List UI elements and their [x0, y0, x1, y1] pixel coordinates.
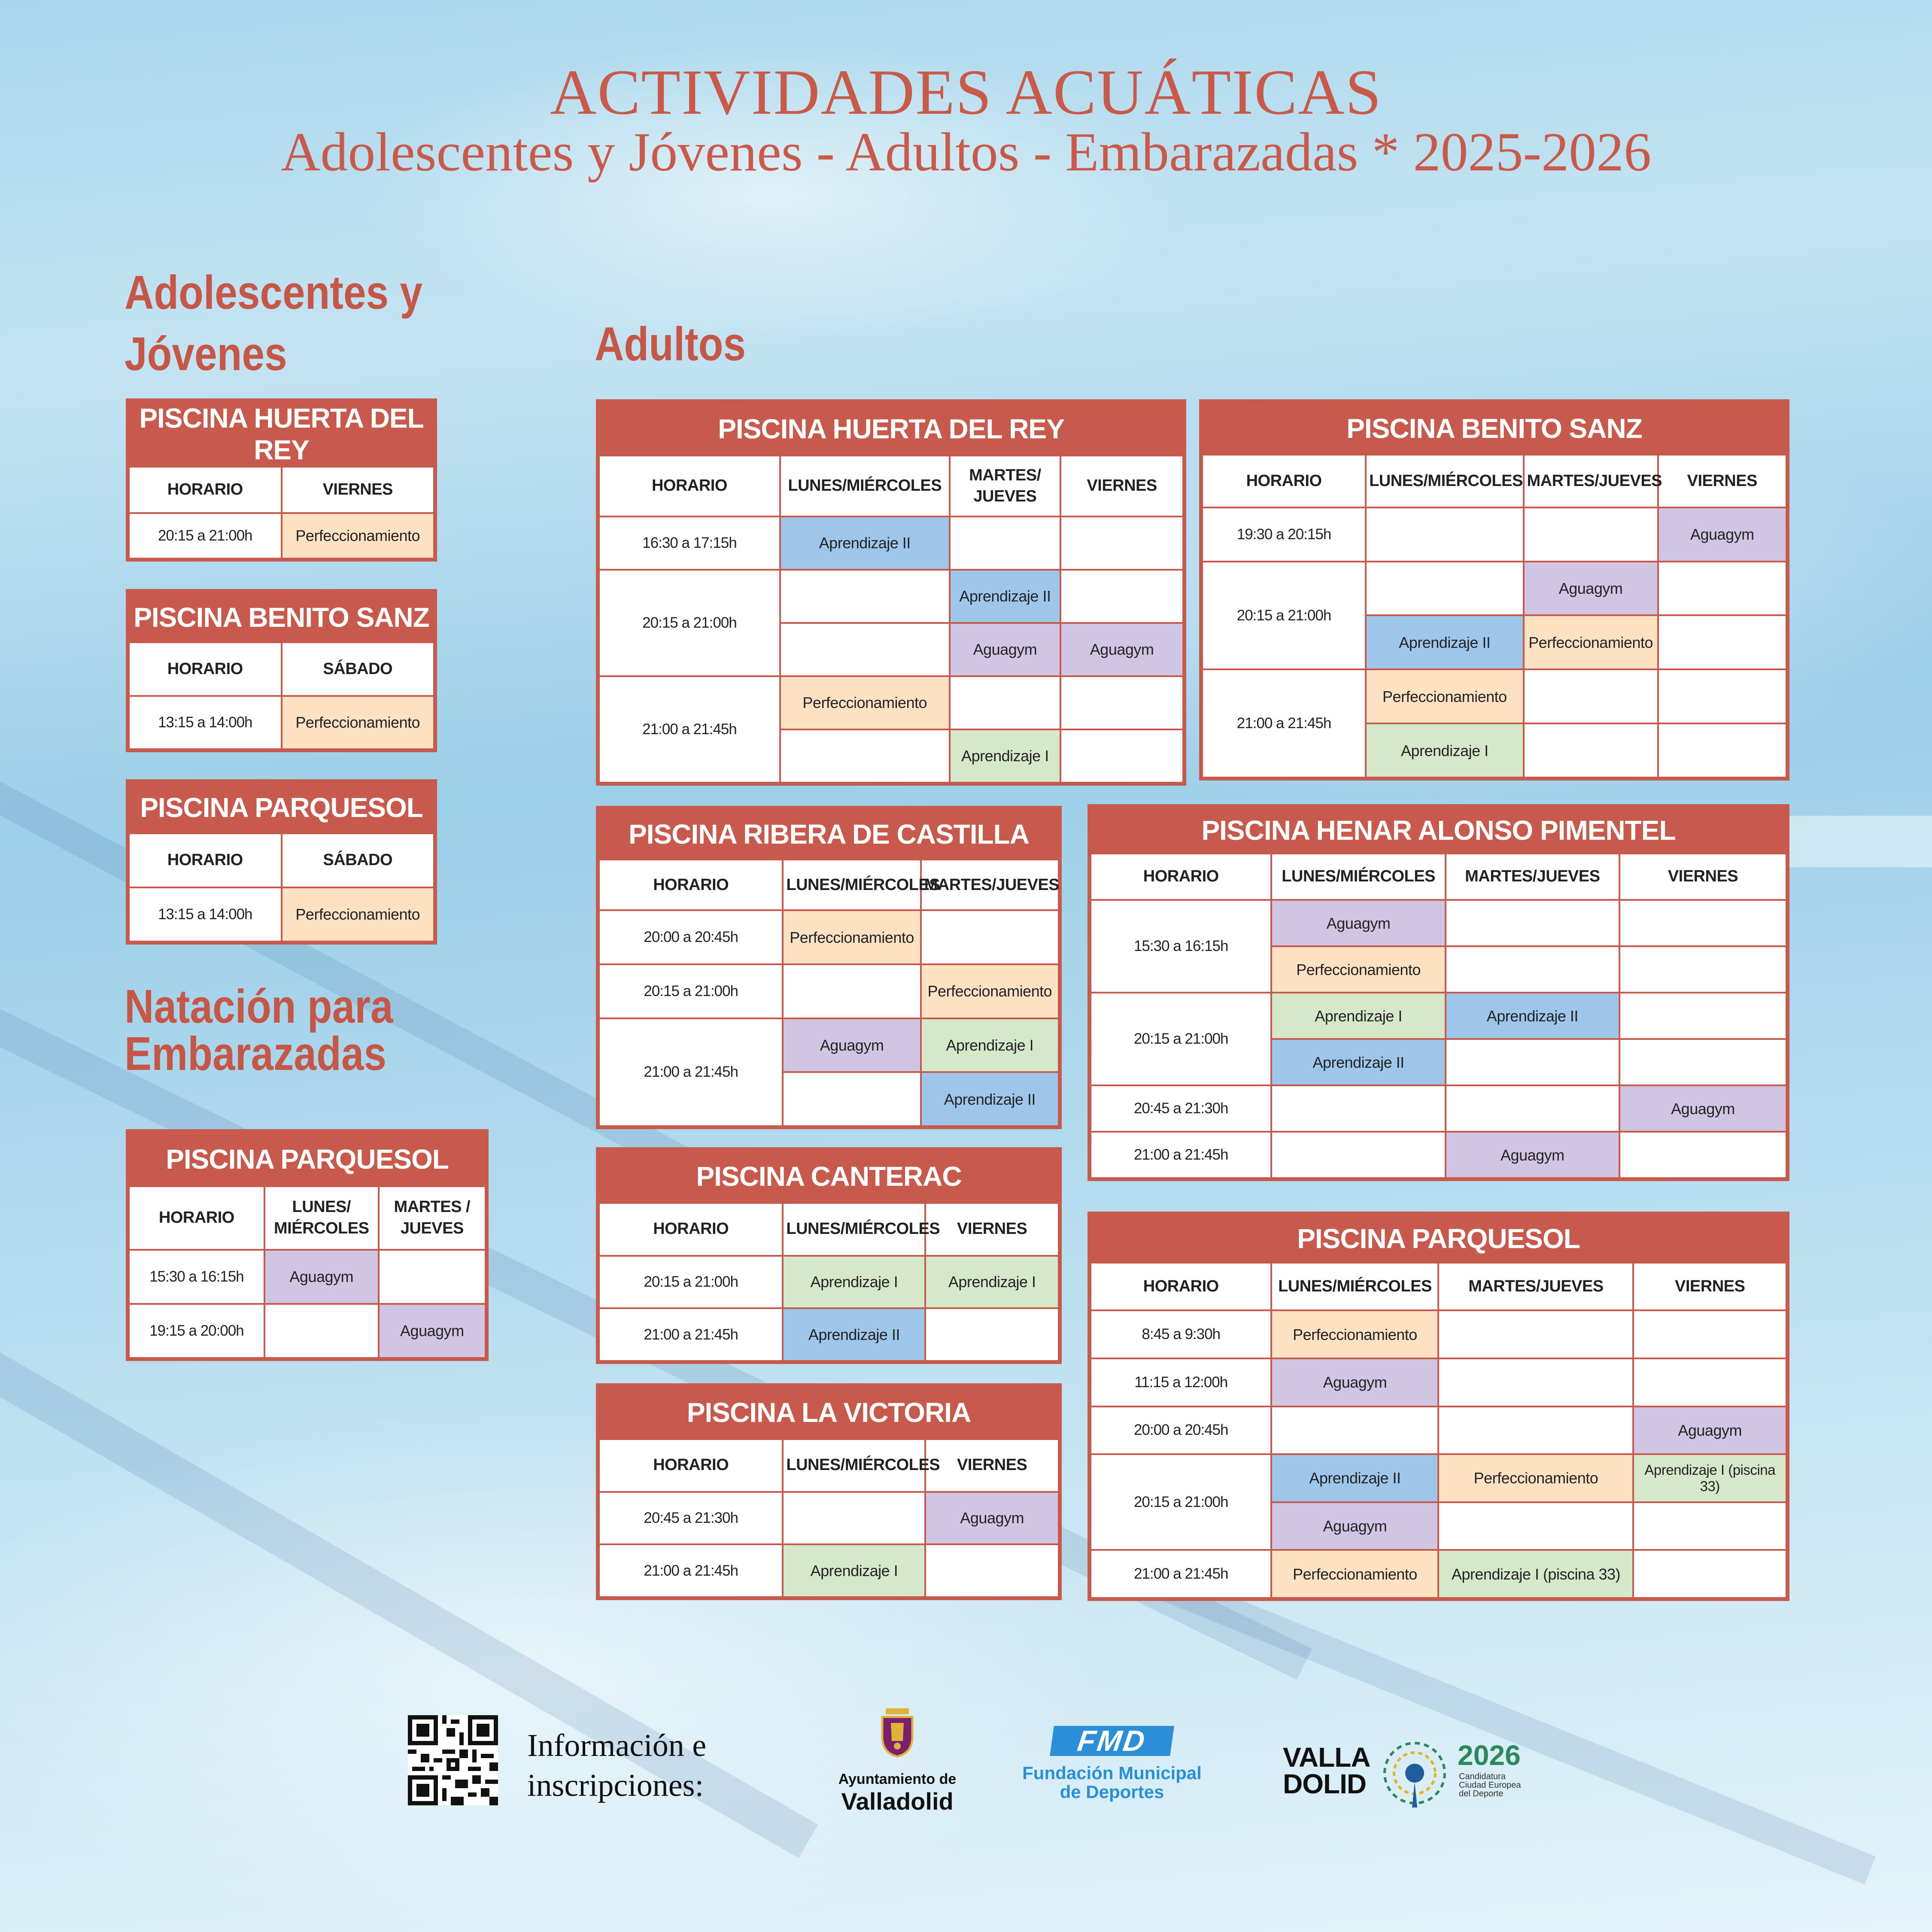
- col-header: MARTES/ JUEVES: [950, 456, 1061, 516]
- class-cell: Aguagym: [1633, 1406, 1786, 1455]
- class-cell: Aguagym: [1446, 1132, 1619, 1178]
- class-cell: Aprendizaje II: [950, 570, 1061, 623]
- peacock-icon: [1376, 1735, 1453, 1812]
- table-title: PISCINA CANTERAC: [599, 1150, 1059, 1203]
- fmd-line1: Fundación Municipal: [1022, 1763, 1202, 1783]
- class-cell: Aprendizaje I: [950, 729, 1061, 783]
- main-subtitle: Adolescentes y Jóvenes - Adultos - Embarazadas * 2025-2026: [280, 122, 1652, 182]
- schedule-jov-benito: [126, 589, 437, 752]
- table-title: PISCINA HUERTA DEL REY: [129, 401, 434, 467]
- class-cell: Aprendizaje II: [783, 1308, 925, 1361]
- class-cell: Perfeccionamiento: [1524, 615, 1658, 669]
- col-header: LUNES/MIÉRCOLES: [783, 1439, 925, 1492]
- class-cell: [1524, 669, 1658, 723]
- schedule-ad-ribera: [596, 806, 1062, 1129]
- class-cell: Aguagym: [379, 1304, 486, 1358]
- col-header: SÁBADO: [282, 642, 434, 696]
- class-cell: Aguagym: [1619, 1085, 1786, 1132]
- time-cell: 20:15 a 21:00h: [1091, 1454, 1271, 1550]
- class-cell: Aprendizaje I: [925, 1256, 1059, 1309]
- class-cell: Perfeccionamiento: [1271, 1310, 1438, 1358]
- cand-line3: del Deporte: [1459, 1789, 1504, 1798]
- time-cell: 20:45 a 21:30h: [599, 1492, 783, 1545]
- time-cell: 8:45 a 9:30h: [1091, 1310, 1271, 1358]
- class-cell: [780, 729, 950, 783]
- table-title: PISCINA BENITO SANZ: [129, 592, 434, 642]
- col-header: LUNES/MIÉRCOLES: [780, 456, 950, 516]
- col-header: LUNES/MIÉRCOLES: [1271, 854, 1445, 900]
- table-title: PISCINA PARQUESOL: [129, 1132, 486, 1186]
- class-cell: [925, 1308, 1059, 1361]
- class-cell: Aprendizaje I: [783, 1544, 925, 1597]
- section-adolescentes-line2: Jóvenes: [125, 328, 287, 380]
- class-cell: Aguagym: [1060, 623, 1183, 676]
- valladolid-2026-logo: [1279, 1735, 1546, 1816]
- table-title: PISCINA HUERTA DEL REY: [599, 402, 1183, 456]
- class-cell: Aguagym: [1524, 562, 1658, 616]
- col-header: MARTES/JUEVES: [921, 860, 1059, 910]
- class-cell: Perfeccionamiento: [783, 910, 920, 964]
- time-cell: 20:45 a 21:30h: [1091, 1085, 1271, 1132]
- class-cell: [1438, 1310, 1633, 1358]
- qr-code[interactable]: [408, 1715, 498, 1805]
- class-cell: Aprendizaje I: [1366, 723, 1523, 778]
- ayuntamiento-line1: Ayuntamiento de: [838, 1771, 957, 1787]
- coat-of-arms-icon: [878, 1707, 917, 1758]
- class-cell: [1446, 900, 1619, 946]
- class-cell: [1658, 669, 1786, 723]
- time-cell: 21:00 a 21:45h: [1202, 669, 1366, 778]
- section-embarazadas-line1: Natación para: [125, 980, 393, 1033]
- time-cell: 19:15 a 20:00h: [129, 1304, 264, 1358]
- class-cell: [1619, 946, 1786, 993]
- time-cell: 20:15 a 21:00h: [129, 513, 282, 559]
- class-cell: Perfeccionamiento: [1271, 946, 1445, 993]
- class-cell: [1633, 1550, 1786, 1598]
- schedule-ad-benito: [1199, 399, 1789, 781]
- class-cell: Perfeccionamiento: [921, 964, 1059, 1018]
- col-header: VIERNES: [1658, 455, 1786, 507]
- col-header: LUNES/MIÉRCOLES: [1366, 455, 1523, 507]
- schedule-ad-canterac: [596, 1147, 1062, 1364]
- class-cell: [379, 1250, 486, 1304]
- class-cell: Perfeccionamiento: [1271, 1550, 1438, 1598]
- pool-lane-line: [1148, 1567, 1876, 1884]
- table-title: PISCINA RIBERA DE CASTILLA: [599, 809, 1059, 860]
- col-header: LUNES/MIÉRCOLES: [783, 1203, 925, 1256]
- col-header: HORARIO: [129, 833, 282, 887]
- class-cell: [1446, 946, 1619, 993]
- class-cell: [1619, 1039, 1786, 1085]
- class-cell: [1438, 1502, 1633, 1550]
- class-cell: [1271, 1406, 1438, 1455]
- time-cell: 13:15 a 14:00h: [129, 887, 282, 942]
- col-header: VIERNES: [925, 1439, 1059, 1492]
- ayuntamiento-line2: Valladolid: [841, 1788, 954, 1815]
- class-cell: Aprendizaje II: [1271, 1039, 1445, 1085]
- class-cell: [1619, 1132, 1786, 1178]
- class-cell: Aprendizaje I: [1271, 993, 1445, 1039]
- fmd-logo-mark: FMD: [1050, 1726, 1174, 1756]
- candidatura-text: [1459, 1772, 1521, 1798]
- cand-line1: Candidatura: [1459, 1772, 1506, 1781]
- time-cell: 20:15 a 21:00h: [599, 570, 780, 676]
- schedule-jov-huerta: [126, 398, 437, 562]
- class-cell: Perfeccionamiento: [282, 513, 434, 559]
- class-cell: [1658, 562, 1786, 616]
- info-line2: inscripciones:: [527, 1768, 704, 1803]
- time-cell: 21:00 a 21:45h: [599, 1018, 783, 1126]
- col-header: HORARIO: [599, 1439, 783, 1492]
- dolid-text: DOLID: [1283, 1768, 1367, 1799]
- time-cell: 21:00 a 21:45h: [1091, 1132, 1271, 1178]
- class-cell: [783, 1492, 925, 1545]
- fmd-text: [1009, 1764, 1215, 1801]
- schedule-ad-henar: [1088, 804, 1789, 1181]
- col-header: HORARIO: [1091, 1263, 1271, 1311]
- col-header: HORARIO: [129, 467, 282, 513]
- col-header: MARTES/JUEVES: [1446, 854, 1619, 900]
- time-cell: 21:00 a 21:45h: [1091, 1550, 1271, 1598]
- time-cell: 21:00 a 21:45h: [599, 1544, 783, 1597]
- class-cell: [950, 676, 1061, 729]
- time-cell: 21:00 a 21:45h: [599, 676, 780, 783]
- class-cell: [1524, 507, 1658, 562]
- class-cell: Perfeccionamiento: [1366, 669, 1523, 723]
- cand-line2: Ciudad Europea: [1459, 1780, 1521, 1790]
- class-cell: Aprendizaje II: [780, 516, 950, 570]
- class-cell: [1524, 723, 1658, 778]
- class-cell: [1619, 993, 1786, 1039]
- col-header: HORARIO: [129, 642, 282, 696]
- fmd-logo: [1009, 1726, 1215, 1812]
- table-title: PISCINA HENAR ALONSO PIMENTEL: [1091, 807, 1786, 854]
- class-cell: Aguagym: [1271, 900, 1445, 946]
- class-cell: Aguagym: [783, 1018, 920, 1072]
- col-header: VIERNES: [1619, 854, 1786, 900]
- col-header: HORARIO: [129, 1186, 264, 1249]
- time-cell: 20:00 a 20:45h: [1091, 1406, 1271, 1455]
- class-cell: Perfeccionamiento: [282, 696, 434, 749]
- schedule-ad-victoria: [596, 1383, 1062, 1600]
- time-cell: 20:15 a 21:00h: [599, 964, 783, 1018]
- class-cell: [1446, 1085, 1619, 1132]
- col-header: VIERNES: [1633, 1263, 1786, 1311]
- class-cell: Perfeccionamiento: [780, 676, 950, 729]
- col-header: HORARIO: [599, 860, 783, 910]
- class-cell: Perfeccionamiento: [282, 887, 434, 942]
- class-cell: [1366, 507, 1523, 562]
- class-cell: Aguagym: [950, 623, 1061, 676]
- class-cell: [1060, 676, 1183, 729]
- time-cell: 20:00 a 20:45h: [599, 910, 783, 964]
- class-cell: [780, 623, 950, 676]
- valla-text: VALLA: [1283, 1742, 1370, 1773]
- section-embarazadas: [125, 980, 393, 1080]
- section-adultos: Adultos: [595, 318, 746, 371]
- class-cell: Aguagym: [925, 1492, 1059, 1545]
- class-cell: [1060, 516, 1183, 570]
- class-cell: [921, 910, 1059, 964]
- col-header: HORARIO: [1091, 854, 1271, 900]
- time-cell: 11:15 a 12:00h: [1091, 1358, 1271, 1406]
- class-cell: [264, 1304, 379, 1358]
- class-cell: Perfeccionamiento: [1438, 1454, 1633, 1502]
- section-adolescentes-line1: Adolescentes y: [125, 266, 423, 319]
- class-cell: Aguagym: [1271, 1502, 1438, 1550]
- col-header: MARTES/JUEVES: [1524, 455, 1658, 507]
- class-cell: [780, 570, 950, 623]
- class-cell: Aprendizaje II: [1271, 1454, 1438, 1502]
- schedule-ad-parquesol: [1088, 1212, 1789, 1601]
- col-header: HORARIO: [1202, 455, 1366, 507]
- class-cell: [1060, 570, 1183, 623]
- table-title: PISCINA LA VICTORIA: [599, 1386, 1059, 1439]
- section-adolescentes: [125, 262, 422, 385]
- class-cell: [1271, 1132, 1445, 1178]
- class-cell: [1619, 900, 1786, 946]
- class-cell: [1633, 1502, 1786, 1550]
- section-embarazadas-line2: Embarazadas: [125, 1027, 386, 1080]
- time-cell: 21:00 a 21:45h: [599, 1308, 783, 1361]
- col-header: HORARIO: [599, 1203, 783, 1256]
- time-cell: 20:15 a 21:00h: [1091, 993, 1271, 1085]
- class-cell: [1633, 1358, 1786, 1406]
- ayuntamiento-logo: [807, 1707, 987, 1818]
- col-header: MARTES/JUEVES: [1438, 1263, 1633, 1311]
- fmd-line2: de Deportes: [1060, 1782, 1164, 1802]
- time-cell: 20:15 a 21:00h: [599, 1256, 783, 1309]
- time-cell: 15:30 a 16:15h: [129, 1250, 264, 1304]
- class-cell: Aprendizaje I (piscina 33): [1633, 1454, 1786, 1502]
- class-cell: [1658, 615, 1786, 669]
- class-cell: [783, 1072, 920, 1126]
- col-header: SÁBADO: [282, 833, 434, 887]
- class-cell: Aprendizaje I: [783, 1256, 925, 1309]
- time-cell: 13:15 a 14:00h: [129, 696, 282, 749]
- time-cell: 16:30 a 17:15h: [599, 516, 780, 570]
- info-inscripciones: [527, 1726, 706, 1805]
- schedule-jov-parquesol: [126, 779, 437, 945]
- table-title: PISCINA PARQUESOL: [129, 782, 434, 833]
- time-cell: 20:15 a 21:00h: [1202, 562, 1366, 670]
- time-cell: 15:30 a 16:15h: [1091, 900, 1271, 993]
- class-cell: Aprendizaje II: [1366, 615, 1523, 669]
- class-cell: Aguagym: [264, 1250, 379, 1304]
- class-cell: [1446, 1039, 1619, 1085]
- col-header: VIERNES: [282, 467, 434, 513]
- col-header: MARTES / JUEVES: [379, 1186, 486, 1249]
- class-cell: Aguagym: [1658, 507, 1786, 562]
- class-cell: [1658, 723, 1786, 778]
- valladolid-wordmark: [1283, 1744, 1370, 1797]
- class-cell: Aprendizaje I: [921, 1018, 1059, 1072]
- class-cell: [925, 1544, 1059, 1597]
- class-cell: [1438, 1358, 1633, 1406]
- class-cell: Aprendizaje II: [921, 1072, 1059, 1126]
- col-header: HORARIO: [599, 456, 780, 516]
- class-cell: Aprendizaje I (piscina 33): [1438, 1550, 1633, 1598]
- schedule-emb-parquesol: [126, 1129, 489, 1361]
- class-cell: [783, 964, 920, 1018]
- class-cell: Aprendizaje II: [1446, 993, 1619, 1039]
- table-title: PISCINA PARQUESOL: [1091, 1215, 1786, 1263]
- class-cell: Aguagym: [1271, 1358, 1438, 1406]
- col-header: LUNES/ MIÉRCOLES: [264, 1186, 379, 1249]
- table-title: PISCINA BENITO SANZ: [1202, 402, 1786, 455]
- main-title: ACTIVIDADES ACUÁTICAS: [550, 57, 1382, 128]
- class-cell: [1633, 1310, 1786, 1358]
- class-cell: [1438, 1406, 1633, 1455]
- year-2026: 2026: [1458, 1739, 1521, 1771]
- col-header: VIERNES: [925, 1203, 1059, 1256]
- class-cell: [1060, 729, 1183, 783]
- col-header: LUNES/MIÉRCOLES: [783, 860, 920, 910]
- class-cell: [950, 516, 1061, 570]
- time-cell: 19:30 a 20:15h: [1202, 507, 1366, 562]
- col-header: LUNES/MIÉRCOLES: [1271, 1263, 1438, 1311]
- info-line1: Información e: [527, 1728, 707, 1763]
- class-cell: [1271, 1085, 1445, 1132]
- class-cell: [1366, 562, 1523, 616]
- col-header: VIERNES: [1060, 456, 1183, 516]
- schedule-ad-huerta: [596, 399, 1186, 786]
